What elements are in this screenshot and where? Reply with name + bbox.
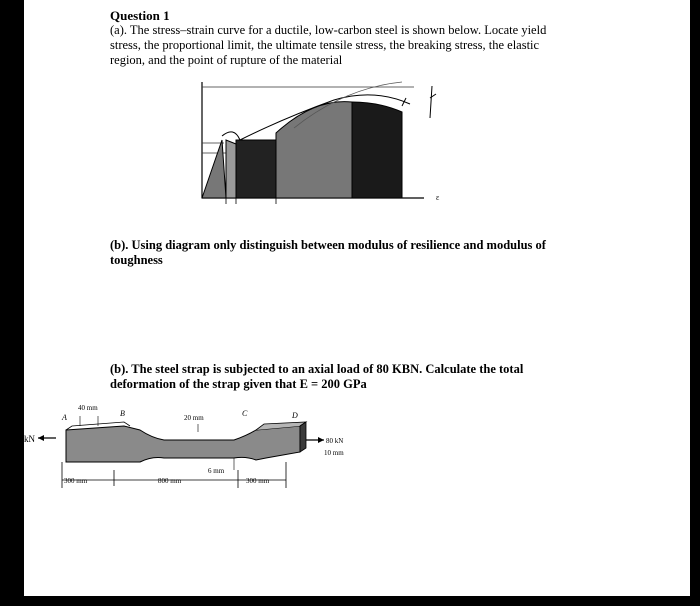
length-cd-label: 300 mm — [246, 477, 270, 485]
necking-region — [352, 102, 402, 198]
point-c-label: C — [242, 409, 248, 418]
part-b-line-1: (b). Using diagram only distinguish between modulus of resilience and modulus of — [110, 238, 546, 252]
steel-strap-diagram — [24, 396, 690, 506]
yielding-region — [226, 140, 236, 198]
part-c-line-2: deformation of the strap given that E = 200 GPa — [110, 377, 367, 391]
point-d-label: D — [292, 411, 298, 420]
strain-hardening-region — [276, 102, 352, 198]
part-a-line-3: region, and the point of rupture of the material — [110, 53, 343, 67]
plastic-plateau-region — [236, 140, 276, 198]
part-b-line-2: toughness — [110, 253, 163, 267]
part-a-line-1: (a). The stress–strain curve for a ductile, low-carbon steel is shown below. Locate yield — [110, 23, 547, 37]
width-bc-label: 20 mm — [184, 414, 204, 422]
question-title: Question 1 — [110, 8, 170, 23]
strap-body — [66, 426, 300, 462]
point-b-label: B — [120, 409, 125, 418]
strap-end-face — [300, 422, 306, 452]
right-load-label: 80 kN — [326, 437, 344, 445]
document-page — [24, 0, 690, 596]
stress-strain-diagram — [174, 78, 454, 213]
point-a-label: A — [62, 413, 67, 422]
left-load-label: kN — [24, 434, 35, 444]
length-bc-label: 800 mm — [158, 477, 182, 485]
width-d-label: 10 mm — [324, 449, 344, 457]
rupture-point-marker — [430, 86, 432, 118]
part-c-line-1: (b). The steel strap is subjected to an axial load of 80 KBN. Calculate the total — [110, 362, 524, 376]
part-a-line-2: stress, the proportional limit, the ultimate tensile stress, the breaking stress, the elastic — [110, 38, 540, 52]
strain-axis-label: ε — [436, 193, 440, 202]
elastic-region — [202, 140, 226, 198]
length-ab-label: 300 mm — [64, 477, 88, 485]
width-ab-label: 40 mm — [78, 404, 98, 412]
thickness-label: 6 mm — [208, 467, 225, 475]
